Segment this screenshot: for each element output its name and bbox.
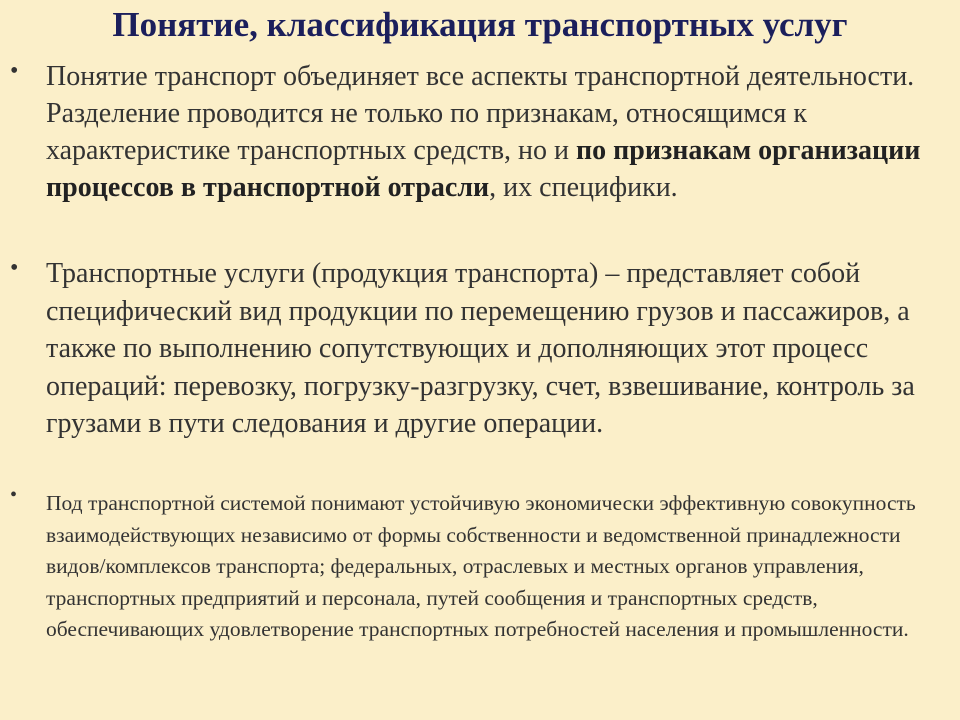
bullet-dot-icon: • [10,58,19,84]
bullet-text-tail: , их специфики. [489,172,678,203]
bullet-dot-icon: • [10,484,18,506]
bullet-text-regular: Понятие транспорт объединяет все аспекты транспортной деятельности. Разделение проводится не только по признакам, относящимся к характеристике транспортных средств, но и [46,61,915,166]
bullet-text [46,58,946,206]
bullet-text: Транспортные услуги (продукция транспорта) – представляет собой специфический вид продукции по перемещению грузов и пассажиров, а также по выполнению сопутствующих и дополняющих этот процесс операций: перевозку, погрузку-разгрузку, счет, взвешивание, контроль за грузами в пути следования и другие операции. [46,258,915,439]
bullet-text-bold: по признакам организации процессов в транспортной отрасли [46,135,921,203]
bullet-text: Под транспортной системой понимают устойчивую экономически эффективную совокупность взаимодействующих независимо от формы собственности и ведомственной принадлежности видов/комплексов транспорта; федеральных, отраслевых и местных органов управления, транспортных предприятий и персонала, путей сообщения и транспортных средств, обеспечивающих удовлетворение транспортных потребностей населения и промышленности. [46,491,916,641]
bullet-dot-icon: • [10,255,19,281]
slide-title: Понятие, классификация транспортных услуг [112,5,848,44]
